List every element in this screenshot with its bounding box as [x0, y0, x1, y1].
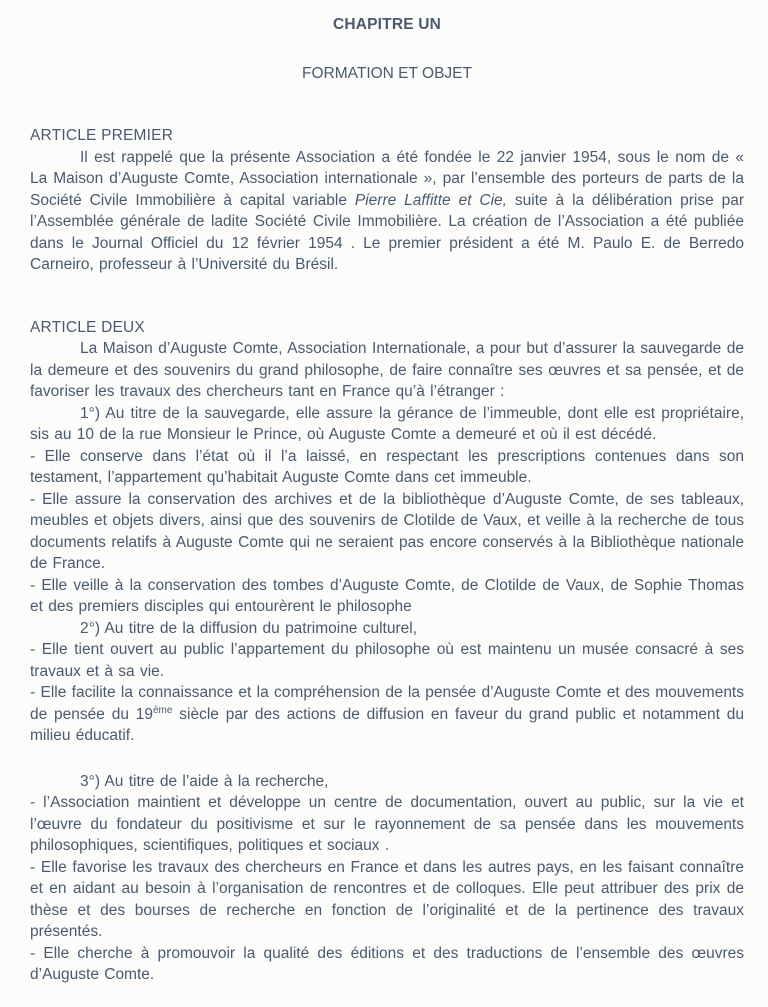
- text-segment-sup: ème: [153, 704, 173, 716]
- chapter-subtitle: FORMATION ET OBJET: [302, 64, 472, 82]
- text-segment-normal: 2°) Au titre de la diffusion du patrimoine culturel,: [80, 619, 418, 637]
- article-heading: ARTICLE DEUX: [30, 318, 145, 336]
- text-segment-normal: - Elle tient ouvert au public l’appartement du philosophe où est maintenu un musée consacré à ses travaux et à sa vie.: [30, 641, 744, 680]
- text-segment-normal: - Elle conserve dans l’état où il l’a laissé, en respectant les prescriptions contenues dans son testament, l’appartement qu’habitait Auguste Comte dans cet immeuble.: [30, 447, 744, 486]
- paragraph: [30, 771, 744, 793]
- paragraph: [30, 446, 744, 489]
- paragraph: [30, 682, 744, 747]
- paragraph: [30, 575, 744, 618]
- text-segment-normal: Il est rappelé que la présente Association a été fondée le 22 janvier 1954, sous le nom de « La Maison d’Auguste Comte, Association internationale », par l’ensemble des porteurs de parts de la Société Civile Immobilière à capital variable: [30, 148, 744, 209]
- article-section: [30, 125, 744, 276]
- text-segment-normal: - Elle favorise les travaux des chercheurs en France et dans les autres pays, en les faisant connaître et en aidant au besoin à l’organisation de rencontres et de colloques. Elle peut attribuer des prix de thèse et des bourses de recherche en fonction de l’originalité et de la pertinence des travaux présentés.: [30, 858, 744, 940]
- paragraph: [30, 147, 744, 276]
- articles: [30, 125, 744, 986]
- text-segment-normal: suite à la délibération prise par l’Assemblée générale de ladite Société Civile Immobilière. La création de l’Association a été publiée dans le Journal Officiel du 12 février 1954 . Le premier président a été M. Paulo E. de Berredo Carneiro, professeur à l’Université du Brésil.: [30, 191, 745, 273]
- article-section: [30, 317, 744, 986]
- paragraph: [30, 857, 744, 943]
- paragraph: [30, 943, 744, 986]
- text-segment-normal: - Elle veille à la conservation des tombes d’Auguste Comte, de Clotilde de Vaux, de Sophie Thomas et des premiers disciples qui entourèrent le philosophe: [30, 576, 744, 615]
- paragraph: [30, 618, 744, 640]
- text-segment-normal: - l’Association maintient et développe un centre de documentation, ouvert au public, sur la vie et l’œuvre du fondateur du positivisme et sur le rayonnement de sa pensée dans les mouvements philosophiques, scientifiques, politiques et sociaux .: [30, 794, 744, 854]
- text-segment-normal: La Maison d’Auguste Comte, Association Internationale, a pour but d’assurer la sauvegarde de la demeure et des souvenirs du grand philosophe, de faire connaître ses œuvres et sa pensée, et de favoriser les travaux des chercheurs tant en France qu’à l’étranger :: [30, 340, 744, 400]
- paragraph: [30, 403, 744, 446]
- paragraph: [30, 338, 744, 403]
- text-segment-normal: - Elle facilite la connaissance et la compréhension de la pensée d’Auguste Comte et des mouvements de pensée du 19: [30, 684, 744, 723]
- paragraph: [30, 639, 744, 682]
- text-segment-normal: 3°) Au titre de l’aide à la recherche,: [80, 772, 329, 790]
- text-segment-normal: - Elle assure la conservation des archives et de la bibliothèque d’Auguste Comte, de ses tableaux, meubles et objets divers, ainsi que des souvenirs de Clotilde de Vaux, et veille à la recherche de tous documents relatifs à Auguste Comte qui ne seraient pas encore conservés à la Bibliothèque nationale de France.: [30, 490, 744, 572]
- text-segment-normal: siècle par des actions de diffusion en faveur du grand public et notamment du milieu éducatif.: [30, 705, 744, 744]
- text-segment-italic: Pierre Laffitte et Cie,: [354, 191, 507, 209]
- chapter-title: CHAPITRE UN: [332, 16, 442, 33]
- text-segment-normal: - Elle cherche à promouvoir la qualité des éditions et des traductions de l’ensemble des œuvres d’Auguste Comte.: [30, 944, 744, 983]
- article-heading: ARTICLE PREMIER: [30, 127, 174, 144]
- paragraph: [30, 792, 744, 857]
- paragraph: [30, 489, 744, 575]
- text-segment-normal: 1°) Au titre de la sauvegarde, elle assure la gérance de l’immeuble, dont elle est propriétaire, sis au 10 de la rue Monsieur le Prince, où Auguste Comte a demeuré et où il est décédé.: [30, 404, 744, 443]
